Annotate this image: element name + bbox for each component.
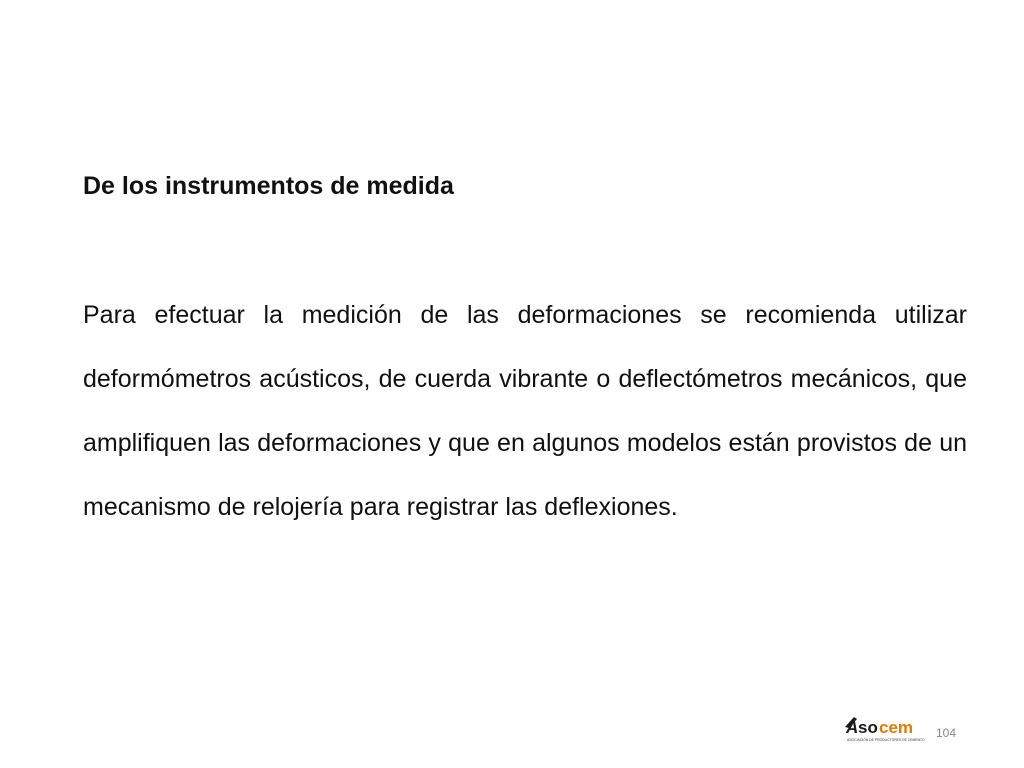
svg-text:A: A <box>846 718 859 737</box>
svg-text:ASOCIACIÓN DE PRODUCTORES DE C: ASOCIACIÓN DE PRODUCTORES DE CEMENTO <box>847 738 925 742</box>
asocem-logo <box>842 713 930 745</box>
page-number: 104 <box>936 726 957 740</box>
svg-text:cem: cem <box>879 718 914 737</box>
slide-body-paragraph: Para efectuar la medición de las deformaciones se recomienda utilizar deformómetros acústicos, de cuerda vibrante o deflectómetros mecánicos, que amplifiquen las deformaciones y que en algunos modelos están provistos de un mecanismo de relojería para registrar las deflexiones. <box>83 301 967 521</box>
svg-text:so: so <box>858 718 878 737</box>
slide-heading: De los instrumentos de medida <box>83 172 454 200</box>
